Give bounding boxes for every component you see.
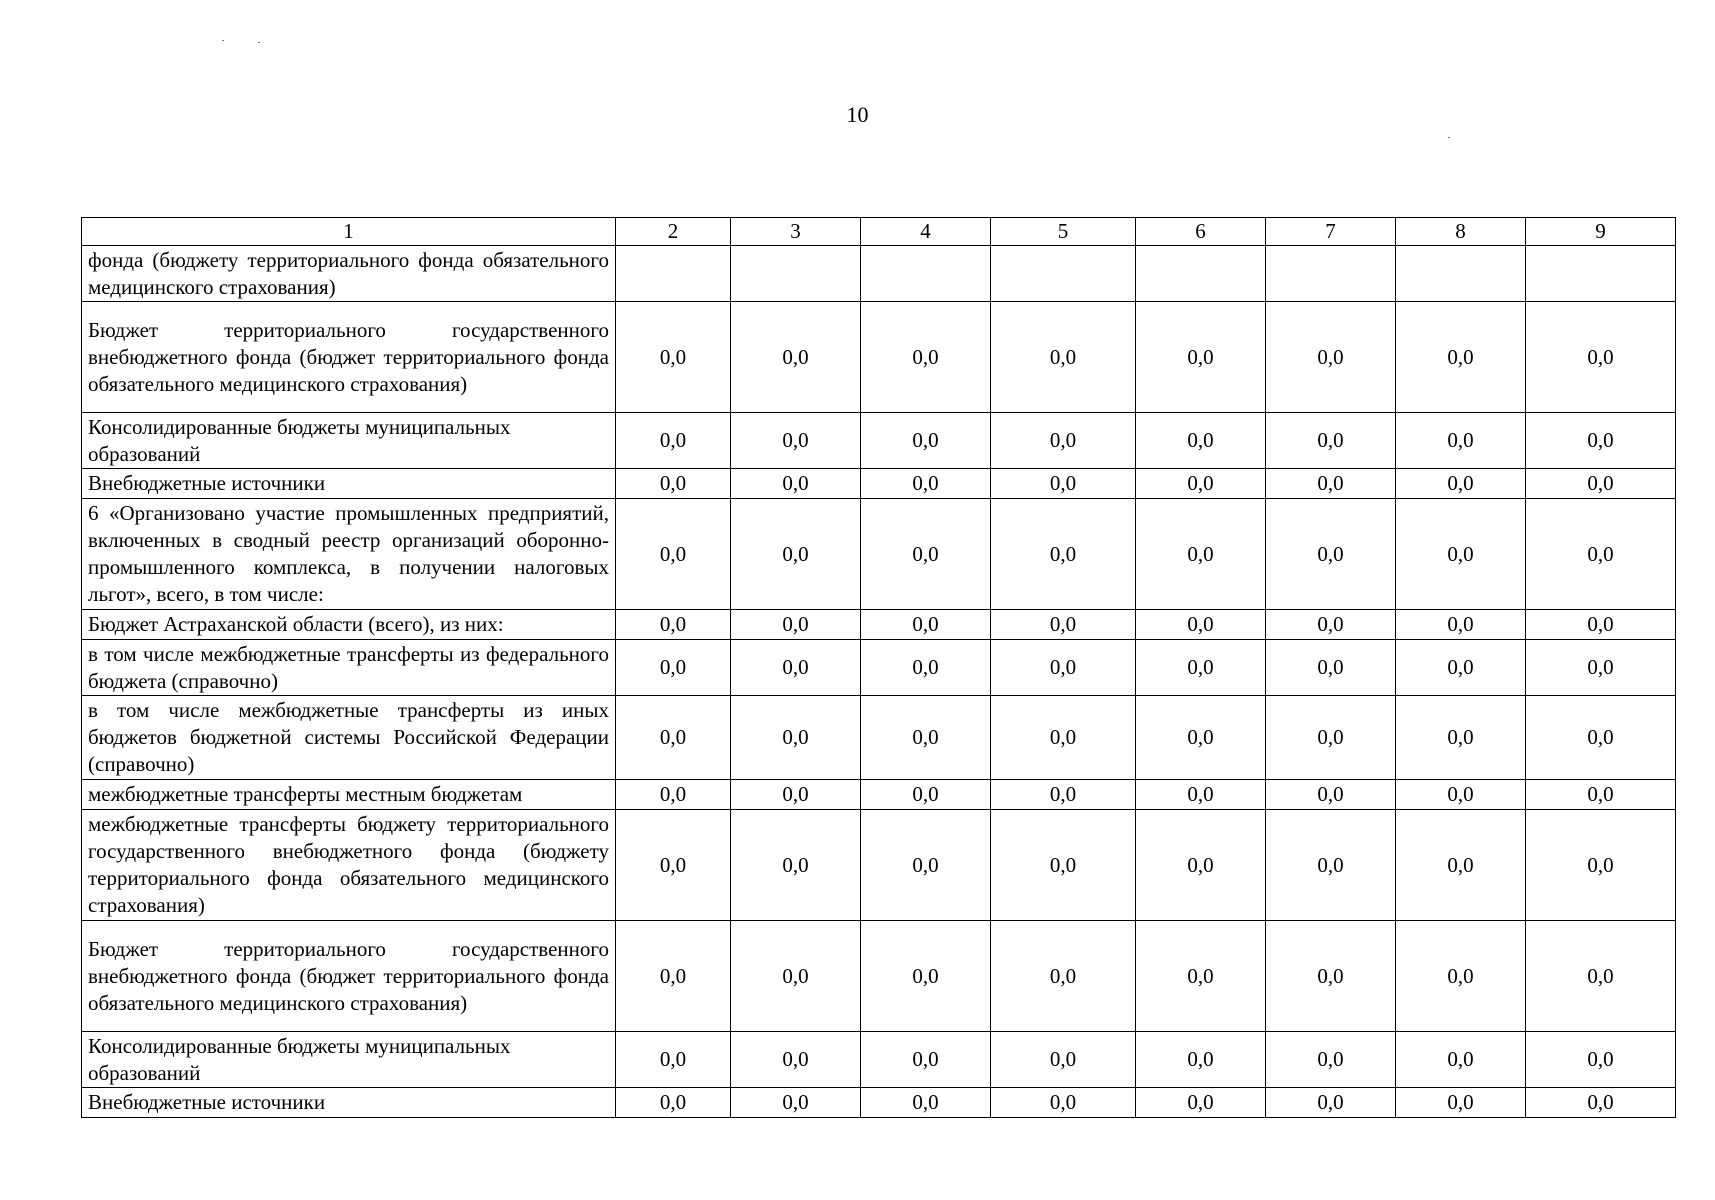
table-cell: 0,0 (991, 610, 1136, 640)
table-cell: 0,0 (1266, 469, 1396, 499)
table-cell (1266, 246, 1396, 302)
table-cell: 0,0 (1136, 469, 1266, 499)
table-cell: 0,0 (861, 302, 991, 413)
table-row (82, 640, 1676, 696)
table-cell: 0,0 (1526, 499, 1676, 610)
table-row (82, 499, 1676, 610)
row-label: Бюджет территориального государственного внебюджетного фонда (бюджет территориального фонда обязательного медицинского страхования) (82, 302, 616, 413)
column-header-7: 7 (1266, 218, 1396, 246)
table-cell: 0,0 (1136, 1032, 1266, 1088)
table-cell: 0,0 (861, 1088, 991, 1118)
table-cell: 0,0 (1526, 696, 1676, 780)
table-cell: 0,0 (731, 780, 861, 810)
table-cell: 0,0 (616, 499, 731, 610)
row-label: в том числе межбюджетные трансферты из федерального бюджета (справочно) (82, 640, 616, 696)
table-cell: 0,0 (991, 1032, 1136, 1088)
table-cell: 0,0 (1136, 1088, 1266, 1118)
row-label: фонда (бюджету территориального фонда обязательного медицинского страхования) (82, 246, 616, 302)
table-cell: 0,0 (616, 1032, 731, 1088)
table-row (82, 810, 1676, 921)
column-header-5: 5 (991, 218, 1136, 246)
table-cell (1136, 246, 1266, 302)
table-row (82, 1032, 1676, 1088)
table-cell: 0,0 (731, 1032, 861, 1088)
table-cell: 0,0 (1526, 921, 1676, 1032)
table-cell: 0,0 (1136, 696, 1266, 780)
row-label: Консолидированные бюджеты муниципальных образований (82, 1032, 616, 1088)
table-cell: 0,0 (1526, 302, 1676, 413)
table-cell: 0,0 (861, 696, 991, 780)
table-cell: 0,0 (1396, 1032, 1526, 1088)
table-cell (1526, 246, 1676, 302)
table-cell: 0,0 (1266, 810, 1396, 921)
table-cell: 0,0 (616, 921, 731, 1032)
table-cell: 0,0 (861, 1032, 991, 1088)
table-row (82, 302, 1676, 413)
row-label: Бюджет территориального государственного внебюджетного фонда (бюджет территориального фонда обязательного медицинского страхования) (82, 921, 616, 1032)
table-cell: 0,0 (1136, 413, 1266, 469)
table-cell: 0,0 (1396, 810, 1526, 921)
table-cell: 0,0 (991, 696, 1136, 780)
table-cell: 0,0 (1396, 1088, 1526, 1118)
row-label: 6 «Организовано участие промышленных предприятий, включенных в сводный реестр организаций оборонно-промышленного комплекса, в получении налоговых льгот», всего, в том числе: (82, 499, 616, 610)
table-cell: 0,0 (731, 499, 861, 610)
table-row (82, 780, 1676, 810)
table-cell: 0,0 (616, 780, 731, 810)
table-cell: 0,0 (1266, 1088, 1396, 1118)
table-cell (1396, 246, 1526, 302)
table-cell: 0,0 (731, 413, 861, 469)
table-cell: 0,0 (991, 302, 1136, 413)
table-cell: 0,0 (616, 640, 731, 696)
table-cell: 0,0 (1136, 302, 1266, 413)
table-cell: 0,0 (1396, 640, 1526, 696)
row-label: Консолидированные бюджеты муниципальных образований (82, 413, 616, 469)
scan-speck (1448, 137, 1450, 138)
table-cell: 0,0 (1266, 610, 1396, 640)
table-cell: 0,0 (731, 469, 861, 499)
scan-speck (258, 42, 260, 43)
table-cell: 0,0 (1526, 640, 1676, 696)
table-cell: 0,0 (1396, 499, 1526, 610)
table-row (82, 469, 1676, 499)
table-cell: 0,0 (861, 610, 991, 640)
scan-speck (222, 40, 224, 41)
table-cell: 0,0 (1526, 413, 1676, 469)
column-header-2: 2 (616, 218, 731, 246)
table-cell: 0,0 (991, 469, 1136, 499)
table-cell (616, 246, 731, 302)
table-cell: 0,0 (1136, 921, 1266, 1032)
table-cell: 0,0 (991, 780, 1136, 810)
table-cell: 0,0 (1266, 1032, 1396, 1088)
table-cell: 0,0 (731, 1088, 861, 1118)
table-cell: 0,0 (1266, 780, 1396, 810)
table-cell: 0,0 (861, 640, 991, 696)
table-cell: 0,0 (1396, 696, 1526, 780)
row-label: Внебюджетные источники (82, 469, 616, 499)
row-label: межбюджетные трансферты местным бюджетам (82, 780, 616, 810)
column-header-8: 8 (1396, 218, 1526, 246)
table-cell: 0,0 (1526, 1032, 1676, 1088)
table-cell: 0,0 (1136, 499, 1266, 610)
table-cell: 0,0 (616, 469, 731, 499)
table-cell: 0,0 (1526, 780, 1676, 810)
table-cell: 0,0 (861, 780, 991, 810)
table-cell: 0,0 (731, 610, 861, 640)
table-cell: 0,0 (616, 696, 731, 780)
table-cell: 0,0 (1136, 610, 1266, 640)
table-cell: 0,0 (991, 921, 1136, 1032)
table-cell: 0,0 (1526, 1088, 1676, 1118)
table-cell: 0,0 (991, 1088, 1136, 1118)
table-row (82, 696, 1676, 780)
table-row (82, 246, 1676, 302)
table-cell: 0,0 (1266, 499, 1396, 610)
column-header-3: 3 (731, 218, 861, 246)
table-cell (731, 246, 861, 302)
column-header-6: 6 (1136, 218, 1266, 246)
table-cell: 0,0 (1396, 469, 1526, 499)
table-cell: 0,0 (1266, 302, 1396, 413)
table-cell: 0,0 (1266, 921, 1396, 1032)
table-cell: 0,0 (861, 921, 991, 1032)
row-label: Внебюджетные источники (82, 1088, 616, 1118)
table-cell: 0,0 (991, 640, 1136, 696)
row-label: в том числе межбюджетные трансферты из иных бюджетов бюджетной системы Российской Федерации (справочно) (82, 696, 616, 780)
table-cell: 0,0 (1266, 696, 1396, 780)
table-cell: 0,0 (1136, 780, 1266, 810)
row-label: Бюджет Астраханской области (всего), из них: (82, 610, 616, 640)
table-cell: 0,0 (861, 413, 991, 469)
table-cell: 0,0 (616, 413, 731, 469)
table-cell: 0,0 (1136, 810, 1266, 921)
table-row (82, 921, 1676, 1032)
table-cell: 0,0 (1396, 413, 1526, 469)
table-cell: 0,0 (731, 810, 861, 921)
table-cell: 0,0 (861, 469, 991, 499)
header-row (82, 218, 1676, 246)
table-cell: 0,0 (991, 413, 1136, 469)
table-cell: 0,0 (1526, 810, 1676, 921)
table-row (82, 413, 1676, 469)
table-cell: 0,0 (616, 302, 731, 413)
table-cell: 0,0 (1526, 469, 1676, 499)
page-number: 10 (846, 102, 869, 127)
table-cell: 0,0 (731, 640, 861, 696)
table-cell: 0,0 (861, 499, 991, 610)
table-cell (991, 246, 1136, 302)
table-cell (861, 246, 991, 302)
table-cell: 0,0 (1526, 610, 1676, 640)
table-cell: 0,0 (991, 810, 1136, 921)
table-row (82, 610, 1676, 640)
table-cell: 0,0 (731, 696, 861, 780)
table-cell: 0,0 (1396, 780, 1526, 810)
table-cell: 0,0 (1136, 640, 1266, 696)
row-label: межбюджетные трансферты бюджету территориального государственного внебюджетного фонда (бюджету территориального фонда обязательного медицинского страхования) (82, 810, 616, 921)
table-cell: 0,0 (1396, 302, 1526, 413)
table-cell: 0,0 (731, 302, 861, 413)
table-cell: 0,0 (1396, 610, 1526, 640)
table-cell: 0,0 (616, 810, 731, 921)
table-cell: 0,0 (1396, 921, 1526, 1032)
budget-table (81, 217, 1676, 1118)
table-cell: 0,0 (1266, 413, 1396, 469)
column-header-4: 4 (861, 218, 991, 246)
table-cell: 0,0 (616, 610, 731, 640)
table-cell: 0,0 (861, 810, 991, 921)
column-header-9: 9 (1526, 218, 1676, 246)
table-cell: 0,0 (731, 921, 861, 1032)
column-header-1: 1 (82, 218, 616, 246)
table-cell: 0,0 (991, 499, 1136, 610)
table-cell: 0,0 (616, 1088, 731, 1118)
table-cell: 0,0 (1266, 640, 1396, 696)
table-row (82, 1088, 1676, 1118)
